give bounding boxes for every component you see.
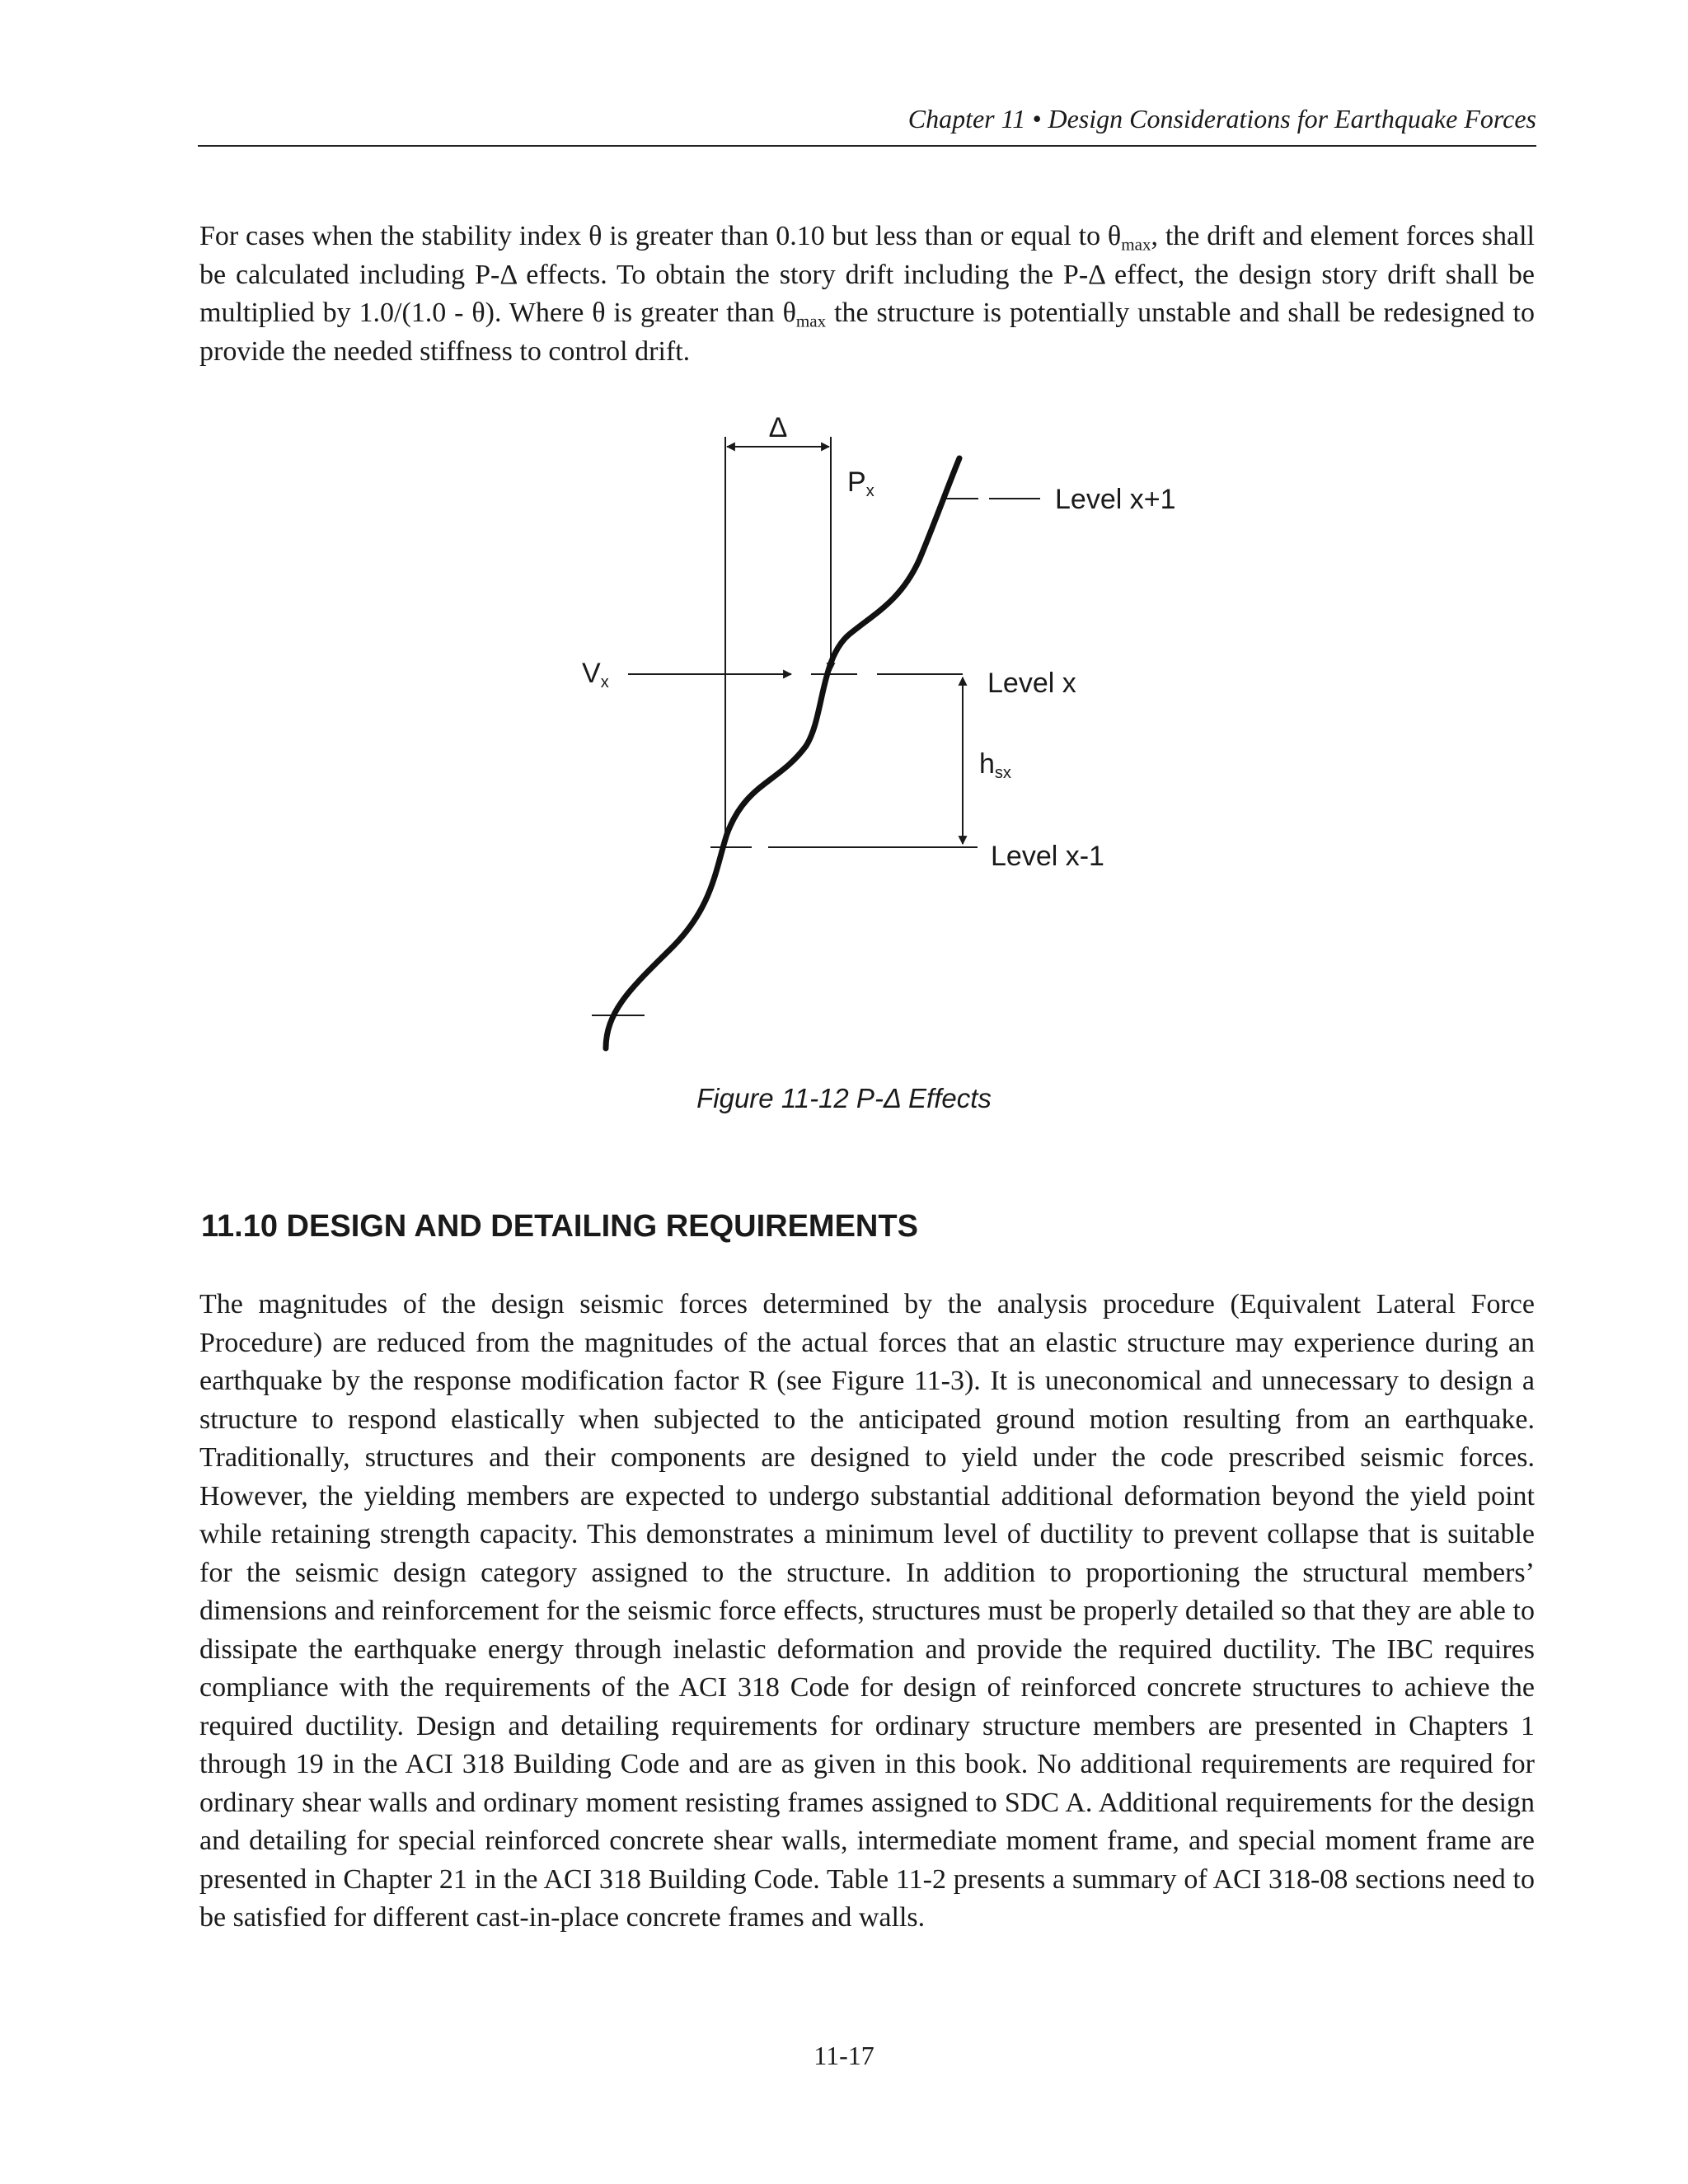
section-body-paragraph: The magnitudes of the design seismic forces determined by the analysis procedure (Equivalent Lateral Force Procedure) are reduced from the magnitudes of the actual forces that an elastic structure may experience during an earthquake by the response modification factor R (see Figure 11-3). It is uneconomical and unnecessary to design a structure to respond elastically when subjected to the anticipated ground motion resulting from an earthquake. Traditionally, structures and their components are designed to yield under the code prescribed seismic forces. However, the yielding members are expected to undergo substantial additional deformation beyond the yield point while retaining strength capacity. This demonstrates a minimum level of ductility to prevent collapse that is suitable for the seismic design category assigned to the structure. In addition to proportioning the structural members’ dimensions and reinforcement for the seismic force effects, structures must be properly detailed so that they are able to dissipate the earthquake energy through inelastic deformation and provide the required ductility. The IBC requires compliance with the requirements of the ACI 318 Code for design of reinforced concrete structures to achieve the required ductility. Design and detailing requirements for ordinary structure members are presented in Chapters 1 through 19 in the ACI 318 Building Code and are as given in this book. No additional requirements are required for ordinary shear walls and ordinary moment resisting frames assigned to SDC A. Additional requirements for the design and detailing for special reinforced concrete shear walls, intermediate moment frame, and special moment frame are presented in Chapter 21 in the ACI 318 Building Code. Table 11-2 presents a summary of ACI 318-08 sections need to be satisfied for different cast-in-place concrete frames and walls. [199, 1289, 1535, 1933]
figure-caption: Figure 11-12 P-Δ Effects [696, 1083, 992, 1113]
intro-text-3: the structure is potentially unstable and shall be redesigned to provide the needed stiffness to control drift. [199, 298, 1535, 367]
running-head: Chapter 11 • Design Considerations for Earthquake Forces [907, 104, 1536, 134]
p-delta-figure [0, 0, 1688, 1071]
theta-max-subscript: max [795, 311, 827, 331]
vx-label: Vx [582, 658, 609, 691]
story-height-label: hsx [979, 748, 1011, 782]
page-number: 11-17 [814, 2041, 874, 2070]
theta-max-subscript: max [1121, 234, 1151, 255]
intro-text-2: , the drift and element forces shall be calculated including P-Δ effects. To obtain the story drift including the P-Δ effect, the design story drift shall be multiplied by 1.0/(1.0 - θ). Where θ is greater than θ [199, 221, 1535, 328]
intro-text-1: For cases when the stability index θ is greater than 0.10 but less than or equal to θ [199, 221, 1122, 251]
section-heading: 11.10 DESIGN AND DETAILING REQUIREMENTS [201, 1209, 918, 1244]
deflected-column-curve [606, 458, 959, 1048]
level-x-label: Level x [987, 668, 1076, 699]
px-label: Px [847, 466, 874, 500]
delta-label: Δ [768, 412, 788, 443]
level-x-plus-1-label: Level x+1 [1055, 484, 1176, 515]
level-x-minus-1-label: Level x-1 [991, 841, 1104, 872]
